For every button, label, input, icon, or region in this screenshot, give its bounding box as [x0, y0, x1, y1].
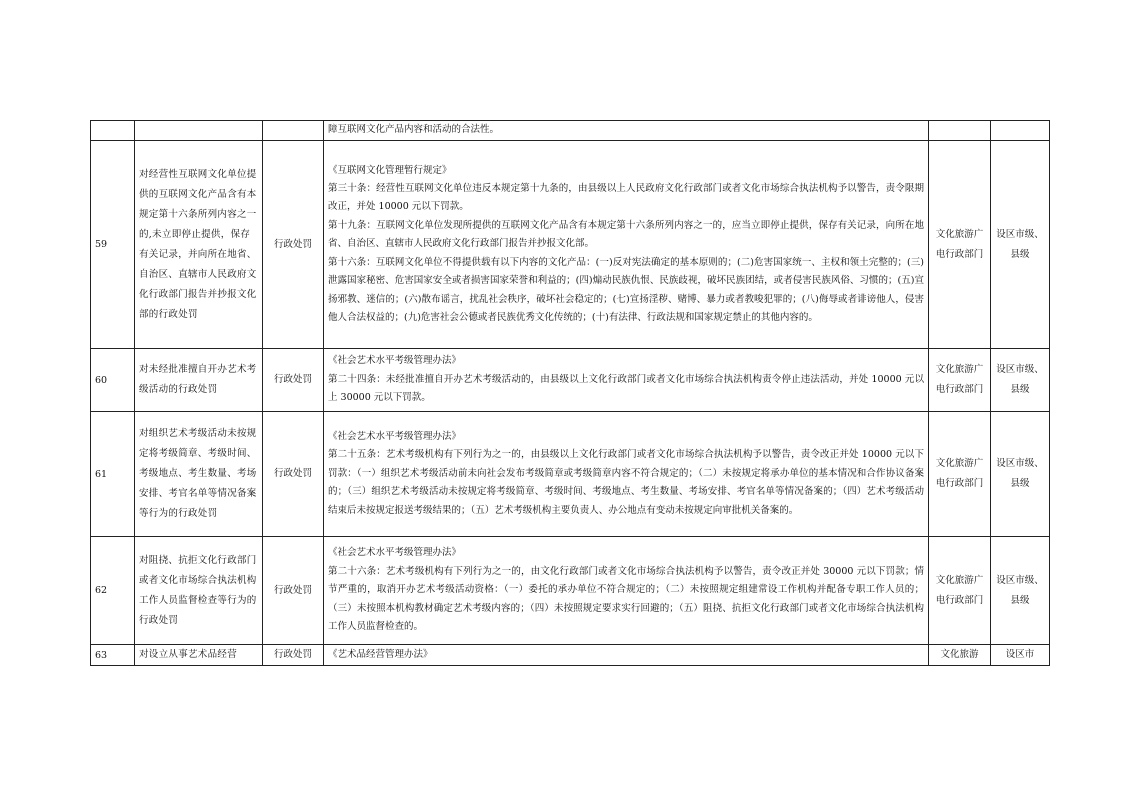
table-row	[91, 645, 1050, 666]
basis-paragraph: 《社会艺术水平考级管理办法》	[328, 355, 462, 367]
basis-paragraph: 第二十四条：未经批准擅自开办艺术考级活动的，由县级以上文化行政部门或者文化市场综合执法机构责令停止违法活动，并处 10000 元以上 30000 元以下罚款。	[328, 373, 924, 404]
basis-paragraph: 《艺术品经营管理办法》	[328, 648, 433, 660]
department: 文化旅游广电行政部门	[929, 349, 991, 412]
item-type: 行政处罚	[263, 141, 324, 349]
item-type: 行政处罚	[263, 412, 324, 537]
item-name: 对组织艺术考级活动未按规定将考级简章、考级时间、考级地点、考生数量、考场安排、考官名单等情况备案等行为的行政处罚	[135, 412, 263, 537]
basis-paragraph: 《社会艺术水平考级管理办法》	[328, 547, 462, 559]
row-number: 60	[91, 349, 135, 412]
item-name: 对阻挠、抗拒文化行政部门或者文化市场综合执法机构工作人员监督检查等行为的行政处罚	[135, 537, 263, 645]
table-row	[91, 412, 1050, 537]
legal-basis	[324, 141, 929, 349]
department: 文化旅游广电行政部门	[929, 537, 991, 645]
regulation-table	[90, 120, 1050, 666]
table-row	[91, 141, 1050, 349]
jurisdiction-level	[991, 121, 1050, 141]
basis-paragraph: 第二十六条：艺术考级机构有下列行为之一的，由文化行政部门或者文化市场综合执法机构予以警告，责令改正并处 30000 元以下罚款；情节严重的，取消开办艺术考级活动资格：（一）委托的承办单位不符合规定的；（二）未按照规定组建常设工作机构并配备专职工作人员的；（三）未按照本机构教材确定艺术考级内容的；（四）未按照规定要求实行回避的；（五）阻挠、抗拒文化行政部门或者文化市场综合执法机构工作人员监督检查的。	[328, 565, 924, 633]
jurisdiction-level: 设区市级、县级	[991, 141, 1050, 349]
row-number: 63	[91, 645, 135, 666]
jurisdiction-level: 设区市	[991, 645, 1050, 666]
item-name: 对未经批准擅自开办艺术考级活动的行政处罚	[135, 349, 263, 412]
row-number: 61	[91, 412, 135, 537]
legal-basis	[324, 537, 929, 645]
basis-paragraph: 障互联网文化产品内容和活动的合法性。	[328, 124, 500, 136]
jurisdiction-level: 设区市级、县级	[991, 349, 1050, 412]
jurisdiction-level: 设区市级、县级	[991, 412, 1050, 537]
basis-paragraph: 第二十五条：艺术考级机构有下列行为之一的，由县级以上文化行政部门或者文化市场综合执法机构予以警告，责令改正并处 10000 元以下罚款：（一）组织艺术考级活动前未向社会发布考级简章或考级简章内容不符合规定的；（二）未按规定将承办单位的基本情况和合作协议备案的；（三）组织艺术考级活动未按规定将考级简章、考级时间、考级地点、考生数量、考场安排、考官名单等情况备案的；（四）艺术考级活动结束后未按规定报送考级结果的；（五）艺术考级机构主要负责人、办公地点有变动未按规定向审批机关备案的。	[328, 449, 924, 516]
jurisdiction-level: 设区市级、县级	[991, 537, 1050, 645]
row-number: 62	[91, 537, 135, 645]
item-type	[263, 121, 324, 141]
item-type: 行政处罚	[263, 537, 324, 645]
item-name: 对经营性互联网文化单位提供的互联网文化产品含有本规定第十六条所列内容之一的,未立即停止提供，保存有关记录，并向所在地省、自治区、直辖市人民政府文化行政部门报告并抄报文化部的行政处罚	[135, 141, 263, 349]
item-name: 对设立从事艺术品经营	[135, 645, 263, 666]
basis-paragraph: 第十九条：互联网文化单位发现所提供的互联网文化产品含有本规定第十六条所列内容之一的，应当立即停止提供，保存有关记录，向所在地省、自治区、直辖市人民政府文化行政部门报告并抄报文化部。	[328, 219, 924, 250]
legal-basis	[324, 645, 929, 666]
basis-paragraph: 第三十条：经营性互联网文化单位违反本规定第十九条的，由县级以上人民政府文化行政部门或者文化市场综合执法机构予以警告，责令限期改正，并处 10000 元以下罚款。	[328, 183, 924, 213]
table-row	[91, 349, 1050, 412]
basis-paragraph: 《互联网文化管理暂行规定》	[328, 164, 452, 176]
item-type: 行政处罚	[263, 349, 324, 412]
item-name	[135, 121, 263, 141]
department: 文化旅游广电行政部门	[929, 141, 991, 349]
department: 文化旅游	[929, 645, 991, 666]
row-number: 59	[91, 141, 135, 349]
basis-paragraph: 第十六条：互联网文化单位不得提供载有以下内容的文化产品：(一)反对宪法确定的基本原则的；(二)危害国家统一、主权和领土完整的；(三)泄露国家秘密、危害国家安全或者损害国家荣誉和利益的；(四)煽动民族仇恨、民族歧视，破坏民族团结，或者侵害民族风俗、习惯的；(五)宣扬邪教、迷信的；(六)散布谣言，扰乱社会秩序，破坏社会稳定的；(七)宣扬淫秽、赌博、暴力或者教唆犯罪的；(八)侮辱或者诽谤他人，侵害他人合法权益的；(九)危害社会公德或者民族优秀文化传统的；(十)有法律、行政法规和国家规定禁止的其他内容的。	[328, 256, 924, 323]
legal-basis	[324, 121, 929, 141]
row-number	[91, 121, 135, 141]
basis-paragraph: 《社会艺术水平考级管理办法》	[328, 430, 462, 442]
table-row	[91, 121, 1050, 141]
department: 文化旅游广电行政部门	[929, 412, 991, 537]
department	[929, 121, 991, 141]
table-row	[91, 537, 1050, 645]
legal-basis	[324, 412, 929, 537]
item-type: 行政处罚	[263, 645, 324, 666]
legal-basis	[324, 349, 929, 412]
